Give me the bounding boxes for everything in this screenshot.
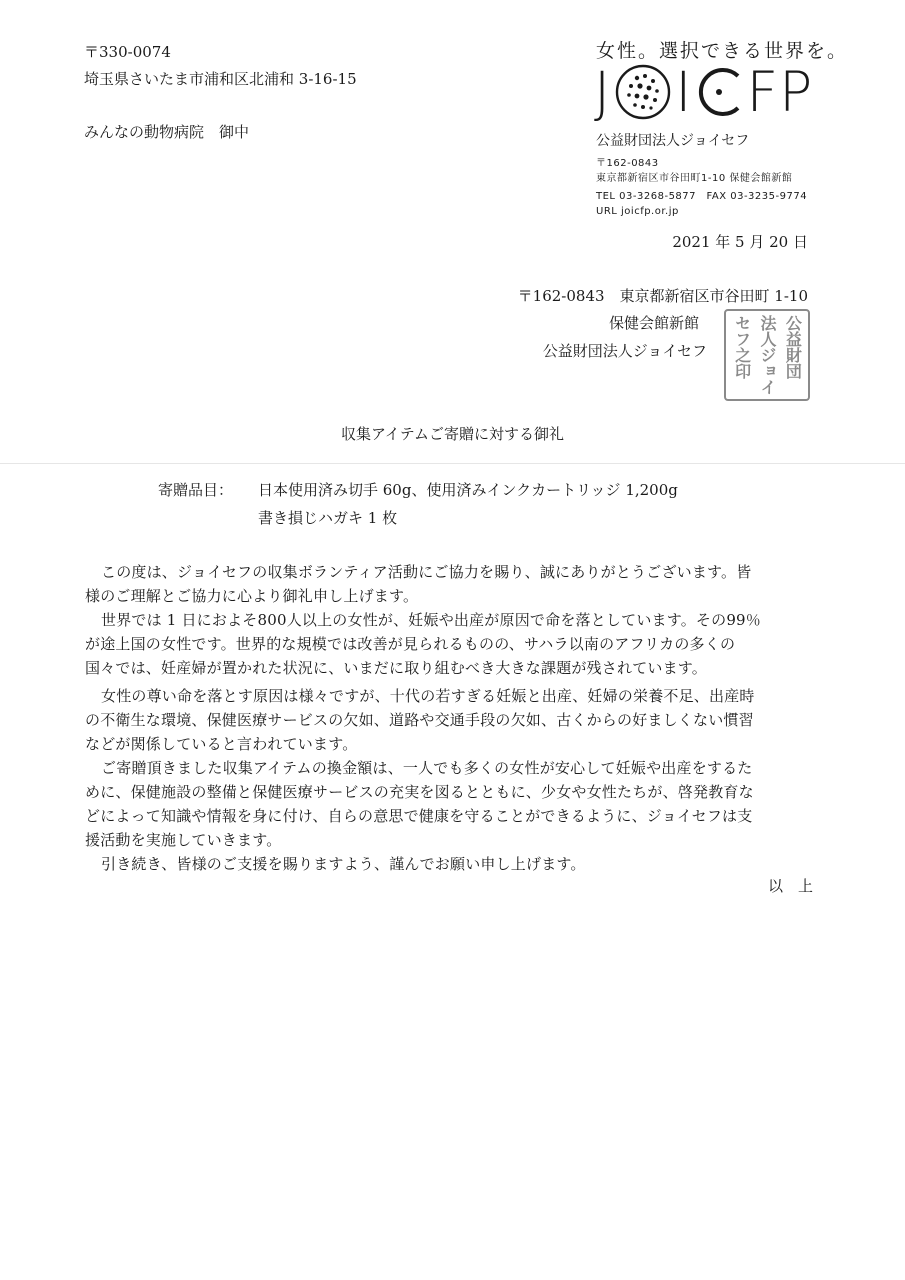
recipient-name: みんなの動物病院 御中 xyxy=(84,123,250,141)
recipient-postal: 〒330-0074 xyxy=(84,43,171,61)
logo-postal: 〒162-0843 xyxy=(596,158,659,169)
sender-address: 〒162-0843 東京都新宿区市谷田町 1-10 xyxy=(517,287,808,305)
body-line: 国々では、妊産婦が置かれた状況に、いまだに取り組むべき大きな課題が残されています。 xyxy=(85,659,708,677)
sender-building: 保健会館新館 xyxy=(608,314,699,332)
logo-c-letter-icon xyxy=(692,62,746,122)
paper-fold-line xyxy=(0,463,905,464)
seal-column: セフ之印 xyxy=(732,315,752,379)
logo-letters-fp: FP xyxy=(746,60,814,124)
donation-items-line1: 日本使用済み切手 60g、使用済みインクカートリッジ 1,200g xyxy=(258,481,678,499)
donation-label: 寄贈品目： xyxy=(158,481,234,499)
body-line: 様のご理解とご協力に心より御礼申し上げます。 xyxy=(85,587,419,605)
seal-column: 公益財団 xyxy=(783,315,803,379)
body-line: 援活動を実施していきます。 xyxy=(85,831,282,849)
donation-items-line2: 書き損じハガキ 1 枚 xyxy=(258,509,398,527)
letter-subject: 収集アイテムご寄贈に対する御礼 xyxy=(341,425,564,443)
body-line: 世界では 1 日におよそ800人以上の女性が、妊娠や出産が原因で命を落としています。その99％ xyxy=(101,611,762,629)
logo-letter-j: J xyxy=(594,60,612,124)
body-line: が途上国の女性です。世界的な規模では改善が見られるものの、サハラ以南のアフリカの多くの xyxy=(85,635,736,653)
sender-org: 公益財団法人ジョイセフ xyxy=(542,342,707,360)
body-line: めに、保健施設の整備と保健医療サービスの充実を図るとともに、少女や女性たちが、啓発教育な xyxy=(85,783,754,801)
seal-column: 法人ジョイ xyxy=(757,315,777,395)
logo-tel-fax: TEL 03-3268-5877 FAX 03-3235-9774 xyxy=(596,191,808,202)
body-line: どによって知識や情報を身に付け、自らの意思で健康を守ることができるように、ジョイセフは支 xyxy=(85,807,753,825)
logo-address: 東京都新宿区市谷田町1-10 保健会館新館 xyxy=(596,173,793,184)
body-line: 引き続き、皆様のご支援を賜りますよう、謹んでお願い申し上げます。 xyxy=(101,855,586,873)
globe-dots-icon xyxy=(613,62,673,122)
logo-tagline: 女性。選択できる世界を。 xyxy=(596,40,849,62)
logo-letter-i: I xyxy=(675,60,693,124)
body-line: の不衛生な環境、保健医療サービスの欠如、道路や交通手段の欠如、古くからの好ましくない慣習 xyxy=(85,711,754,729)
body-line: 女性の尊い命を落とす原因は様々ですが、十代の若すぎる妊娠と出産、妊婦の栄養不足、出産時 xyxy=(101,687,755,705)
recipient-address: 埼玉県さいたま市浦和区北浦和 3-16-15 xyxy=(84,70,357,88)
organization-seal-stamp xyxy=(724,309,810,401)
closing-mark: 以 上 xyxy=(767,877,813,895)
joicfp-logo xyxy=(594,62,813,122)
logo-org-name: 公益財団法人ジョイセフ xyxy=(596,133,750,149)
logo-url: URL joicfp.or.jp xyxy=(596,206,679,217)
letter-date: 2021 年 5 月 20 日 xyxy=(672,233,808,251)
body-line: この度は、ジョイセフの収集ボランティア活動にご協力を賜り、誠にありがとうございます。皆 xyxy=(101,563,752,581)
body-line: ご寄贈頂きました収集アイテムの換金額は、一人でも多くの女性が安心して妊娠や出産をするた xyxy=(101,759,753,777)
body-line: などが関係していると言われています。 xyxy=(85,735,358,753)
